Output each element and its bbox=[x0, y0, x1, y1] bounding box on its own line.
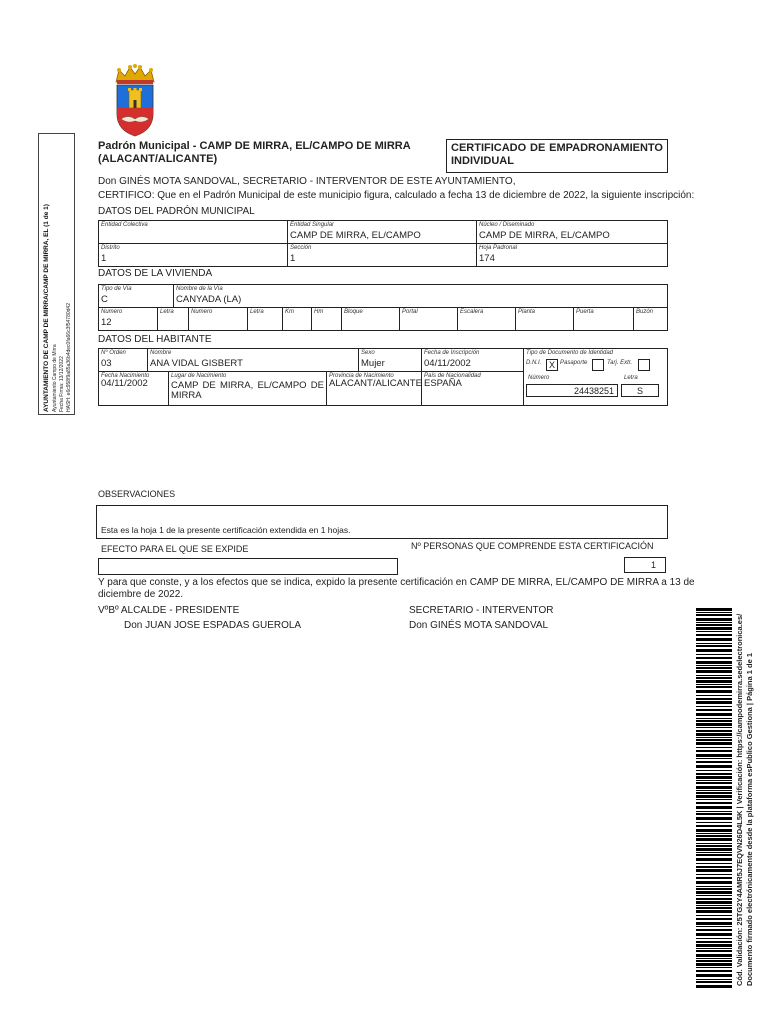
escalera-cell bbox=[458, 308, 515, 330]
nombre-value: ANA VIDAL GISBERT bbox=[150, 358, 243, 369]
documento-numero-label: Número bbox=[528, 375, 550, 381]
closing-line-2: diciembre de 2022. bbox=[98, 589, 184, 600]
secretario-title: SECRETARIO - INTERVENTOR bbox=[409, 605, 554, 616]
distrito-value: 1 bbox=[101, 253, 107, 264]
stamp-title: AYUNTAMIENTO DE CAMP DE MIRRA/CAMP DE MIRRA, EL (1 de 1) bbox=[43, 204, 50, 412]
fecha-inscripcion-label: Fecha de Inscripción bbox=[424, 350, 480, 356]
observaciones-box bbox=[96, 505, 668, 539]
stamp-line-3: HASH: e6c958f9a85a36b4dec0fa66c3f54780d42 bbox=[66, 303, 72, 412]
pasaporte-checkbox[interactable] bbox=[592, 359, 604, 371]
entidad-colectiva-label: Entidad Colectiva bbox=[101, 222, 148, 228]
planta-label: Planta bbox=[518, 309, 536, 315]
documento-letra-label: Letra bbox=[624, 375, 638, 381]
lugar-nacimiento-label: Lugar de Nacimiento bbox=[171, 373, 227, 379]
signature-stamp-box bbox=[38, 133, 75, 415]
nombre-cell bbox=[148, 349, 358, 371]
padron-table bbox=[98, 220, 668, 267]
fecha-inscripcion-value: 04/11/2002 bbox=[424, 358, 471, 369]
dni-checkbox[interactable]: X bbox=[546, 359, 558, 371]
numero-value: 12 bbox=[101, 317, 112, 328]
planta-cell bbox=[516, 308, 573, 330]
hoja-value: 174 bbox=[479, 253, 495, 264]
lugar-nacimiento-cell bbox=[169, 372, 326, 405]
verification-line-1: Cód. Validación: 25TG2Y4AMR5J7EQVN26D4L5K | Verificación: https://campodemirra.sedelectronica.es/ bbox=[735, 613, 744, 986]
portal-label: Portal bbox=[402, 309, 418, 315]
nucleo-label: Núcleo / Diseminado bbox=[479, 222, 535, 228]
letra-cell bbox=[158, 308, 188, 330]
numero2-label: Numero bbox=[191, 309, 213, 315]
fecha-inscripcion-cell bbox=[422, 349, 523, 371]
pasaporte-label: Pasaporte bbox=[560, 360, 588, 366]
km-label: Km bbox=[285, 309, 294, 315]
sexo-label: Sexo bbox=[361, 350, 375, 356]
buzon-label: Buzón bbox=[636, 309, 654, 315]
verification-line-2: Documento firmado electrónicamente desde la plataforma esPublico Gestiona | Página 1 de 1 bbox=[745, 652, 754, 986]
km-cell bbox=[283, 308, 311, 330]
hm-cell bbox=[312, 308, 341, 330]
numero-cell bbox=[99, 308, 157, 330]
hoja-label: Hoja Padronal bbox=[479, 245, 518, 251]
orden-cell bbox=[99, 349, 147, 371]
hoja-cell bbox=[477, 244, 667, 266]
alcalde-name: Don JUAN JOSE ESPADAS GUEROLA bbox=[124, 620, 302, 631]
entidad-singular-value: CAMP DE MIRRA, EL/CAMPO bbox=[290, 230, 421, 241]
observaciones-text: Esta es la hoja 1 de la presente certificación extendida en 1 hojas. bbox=[101, 525, 351, 535]
seccion-cell bbox=[288, 244, 476, 266]
observaciones-label: OBSERVACIONES bbox=[98, 489, 176, 499]
sexo-value: Mujer bbox=[361, 358, 385, 369]
tipo-via-label: Tipo de Vía bbox=[101, 286, 132, 292]
buzon-cell bbox=[634, 308, 667, 330]
lugar-nacimiento-value-2: MIRRA bbox=[171, 390, 202, 401]
verification-barcode bbox=[696, 608, 732, 990]
fecha-nacimiento-value: 04/11/2002 bbox=[101, 378, 148, 389]
portal-cell bbox=[400, 308, 457, 330]
pais-cell bbox=[422, 372, 523, 405]
entidad-singular-label: Entidad Singular bbox=[290, 222, 335, 228]
tipo-via-value: C bbox=[101, 294, 108, 305]
closing-line-1: Y para que conste, y a los efectos que se indica, expido la presente certificación en CAMP DE MIRRA, EL/CAMPO DE MIRRA a 13 de bbox=[98, 577, 695, 588]
distrito-cell bbox=[99, 244, 287, 266]
puerta-label: Puerta bbox=[576, 309, 594, 315]
distrito-label: Distrito bbox=[101, 245, 120, 251]
secretario-name: Don GINÉS MOTA SANDOVAL bbox=[409, 620, 549, 631]
vivienda-table bbox=[98, 284, 668, 331]
habitante-table bbox=[98, 348, 668, 406]
numero-label: Numero bbox=[101, 309, 123, 315]
documento-letra-value: S bbox=[621, 384, 659, 397]
provincia-label: Provincia de Nacimiento bbox=[329, 373, 394, 379]
puerta-cell bbox=[574, 308, 633, 330]
intro-line-2: CERTIFICO: Que en el Padrón Municipal de este municipio figura, calculado a fecha 13 de diciembre de 2022, la siguiente inscripción: bbox=[98, 190, 695, 201]
provincia-value: ALACANT/ALICANTE bbox=[329, 378, 422, 389]
municipality-title: Padrón Municipal - CAMP DE MIRRA, EL/CAMPO DE MIRRA (ALACANT/ALICANTE) bbox=[98, 140, 411, 165]
nombre-label: Nombre bbox=[150, 350, 172, 356]
stamp-line-2: Fecha Firma: 13/12/2022 bbox=[59, 356, 65, 412]
efecto-label: EFECTO PARA EL QUE SE EXPIDE bbox=[101, 544, 249, 554]
entidad-colectiva-cell bbox=[99, 221, 287, 243]
nombre-via-cell bbox=[174, 285, 667, 307]
tipo-via-cell bbox=[99, 285, 173, 307]
nombre-via-label: Nombre de la Vía bbox=[176, 286, 223, 292]
alcalde-title: VºBº ALCALDE - PRESIDENTE bbox=[98, 605, 240, 616]
padron-section-title: DATOS DEL PADRÓN MUNICIPAL bbox=[98, 206, 255, 217]
letra-label: Letra bbox=[160, 309, 174, 315]
nucleo-value: CAMP DE MIRRA, EL/CAMPO bbox=[479, 230, 610, 241]
seccion-label: Sección bbox=[290, 245, 312, 251]
fecha-nacimiento-cell bbox=[99, 372, 168, 405]
nucleo-cell bbox=[477, 221, 667, 243]
document-title: CERTIFICADO DE EMPADRONAMIENTO INDIVIDUAL bbox=[446, 139, 668, 173]
intro-line-1: Don GINÉS MOTA SANDOVAL, SECRETARIO - INTERVENTOR DE ESTE AYUNTAMIENTO, bbox=[98, 176, 516, 187]
coat-of-arms-logo bbox=[112, 64, 158, 138]
entidad-singular-cell bbox=[288, 221, 476, 243]
personas-label: Nº PERSONAS QUE COMPRENDE ESTA CERTIFICACIÓN bbox=[411, 541, 654, 551]
hm-label: Hm bbox=[314, 309, 324, 315]
nombre-via-value: CANYADA (LA) bbox=[176, 294, 242, 305]
vivienda-section-title: DATOS DE LA VIVIENDA bbox=[98, 268, 213, 279]
fecha-nacimiento-label: Fecha Nacimiento bbox=[101, 373, 150, 379]
pais-value: ESPAÑA bbox=[424, 378, 462, 389]
pais-label: País de Nacionalidad bbox=[424, 373, 481, 379]
seccion-value: 1 bbox=[290, 253, 296, 264]
bloque-cell bbox=[342, 308, 399, 330]
tipo-documento-label: Tipo de Documento de Identidad bbox=[526, 350, 614, 356]
escalera-label: Escalera bbox=[460, 309, 484, 315]
habitante-section-title: DATOS DEL HABITANTE bbox=[98, 334, 212, 345]
sexo-cell bbox=[359, 349, 421, 371]
letra2-cell bbox=[248, 308, 282, 330]
bloque-label: Bloque bbox=[344, 309, 363, 315]
efecto-value bbox=[98, 558, 398, 575]
stamp-line-1: Ayuntamiento Campo de Mirra bbox=[52, 344, 58, 412]
personas-value: 1 bbox=[624, 557, 666, 573]
tarjeta-extranjero-label: Tarj. Extr. bbox=[607, 360, 633, 366]
dni-label: D.N.I. bbox=[526, 360, 542, 366]
tipo-documento-cell bbox=[524, 349, 667, 405]
orden-value: 03 bbox=[101, 358, 112, 369]
provincia-cell bbox=[327, 372, 421, 405]
lugar-nacimiento-value-1: CAMP DE MIRRA, EL/CAMPO DE bbox=[171, 380, 324, 391]
documento-numero-value: 24438251 bbox=[526, 384, 618, 397]
letra2-label: Letra bbox=[250, 309, 264, 315]
orden-label: Nº Orden bbox=[101, 350, 126, 356]
tarjeta-extranjero-checkbox[interactable] bbox=[638, 359, 650, 371]
numero2-cell bbox=[189, 308, 247, 330]
